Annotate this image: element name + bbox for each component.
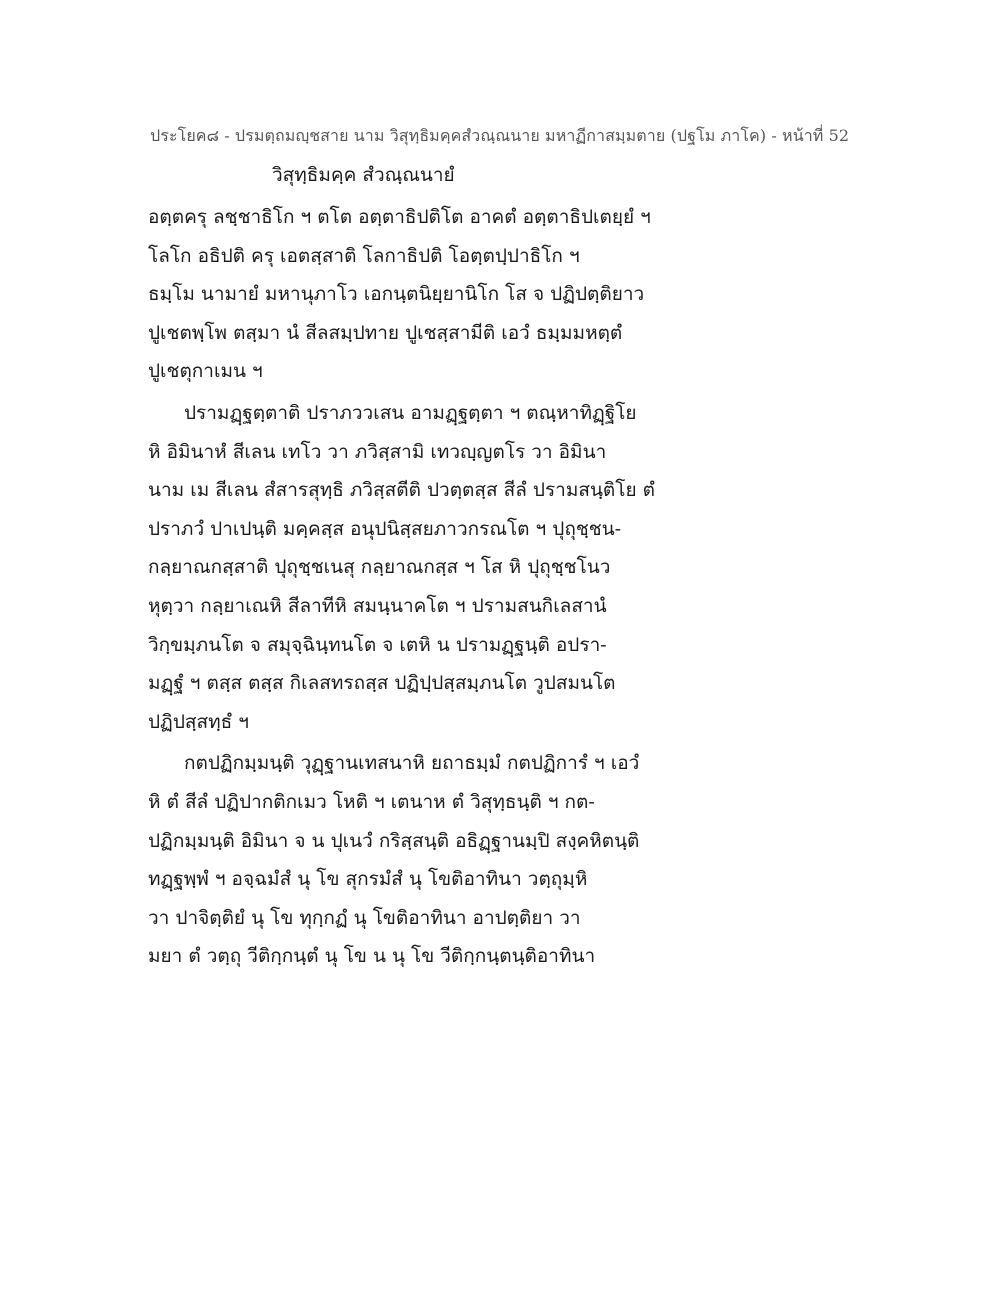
- text-line: ปฏิปสฺสทฺธํ ฯ: [148, 710, 249, 733]
- text-line: ธมฺโม นามายํ มหานุภาโว เอกนฺตนิยฺยานิโก โส จ ปฏิปตฺติยาว: [148, 283, 645, 306]
- text-line: อตฺตครุ ลชฺชาธิโก ฯ ตโต อตฺตาธิปติโต อาคตํ อตฺตาธิปเตยฺยํ ฯ: [148, 206, 651, 228]
- text-line: หิ ตํ สีลํ ปฏิปากติกเมว โหติ ฯ เตนาห ตํ วิสุทฺธนฺติ ฯ กต-: [148, 790, 595, 813]
- text-line: ปราภวํ ปาเปนฺติ มคฺคสฺส อนุปนิสฺสยภาวกรณโต ฯ ปุถุชฺชน-: [148, 517, 622, 540]
- text-line: วา ปาจิตฺติยํ นุ โข ทุกฺกฏํ นุ โขติอาทินา อาปตฺติยา วา: [148, 906, 581, 929]
- text-line: หิ อิมินาหํ สีเลน เทโว วา ภวิสฺสามิ เทวญฺญตโร วา อิมินา: [148, 440, 607, 463]
- text-line: กลฺยาณกสฺสาติ ปุถุชฺชเนสุ กลฺยาณกสฺส ฯ โส หิ ปุถุชฺชโนว: [148, 556, 611, 579]
- text-line: ทฏฺฐพฺพํ ฯ อจฺฉมํสํ นุ โข สุกรมํสํ นุ โขติอาทินา วตฺถุมฺหิ: [148, 868, 588, 891]
- paragraph-2: [148, 394, 868, 741]
- text-line: มฏฺฐํ ฯ ตสฺส ตสฺส กิเลสทรถสฺส ปฏิปฺปสฺสมฺภนโต วูปสมนโต: [148, 672, 616, 695]
- text-line: โลโก อธิปติ ครุ เอตสฺสาติ โลกาธิปติ โอตฺตปฺปาธิโก ฯ: [148, 244, 580, 267]
- text-line: ปฏิกมฺมนฺติ อิมินา จ น ปุเนวํ กริสฺสนฺติ อธิฏฺฐานมฺปิ สงฺคหิตนฺติ: [148, 829, 640, 852]
- text-line: วิกฺขมฺภนโต จ สมุจฺฉินฺทนโต จ เตหิ น ปรามฏฺฐนฺติ อปรา-: [148, 633, 607, 656]
- text-line: กตปฏิกมฺมนฺติ วุฏฺฐานเทสนาหิ ยถาธมฺมํ กตปฏิการํ ฯ เอวํ: [184, 752, 640, 775]
- section-subtitle: วิสุทฺธิมคฺค สํวณฺณนายํ: [272, 164, 455, 186]
- text-line: มยา ตํ วตฺถุ วีติกฺกนฺตํ นุ โข น นุ โข วีติกฺกนฺตนฺติอาทินา: [148, 945, 596, 968]
- text-line: ปูเชตุกาเมน ฯ: [148, 360, 263, 383]
- text-line: หุตฺวา กลฺยาเณหิ สีลาทีหิ สมนฺนาคโต ฯ ปรามสนกิเลสานํ: [148, 594, 607, 617]
- text-line: ปรามฏฺฐตฺตาติ ปราภววเสน อามฏฺฐตฺตา ฯ ตณฺหาทิฏฺฐิโย: [184, 401, 637, 424]
- body-text: [148, 198, 868, 976]
- paragraph-1: [148, 198, 868, 391]
- running-header: ประโยค๘ - ปรมตฺถมญฺชสาย นาม วิสุทฺธิมคฺคสํวณฺณนาย มหาฏีกาสมฺมตาย (ปฐโม ภาโค) - หน้าที่ 52: [150, 126, 850, 145]
- paragraph-3: [148, 744, 868, 976]
- text-line: ปูเชตพฺโพ ตสฺมา นํ สีลสมฺปทาย ปูเชสฺสามีติ เอวํ ธมฺมมหตฺตํ: [148, 321, 623, 344]
- text-line: นาม เม สีเลน สํสารสุทฺธิ ภวิสฺสตีติ ปวตฺตสฺส สีลํ ปรามสนฺติโย ตํ: [148, 479, 655, 502]
